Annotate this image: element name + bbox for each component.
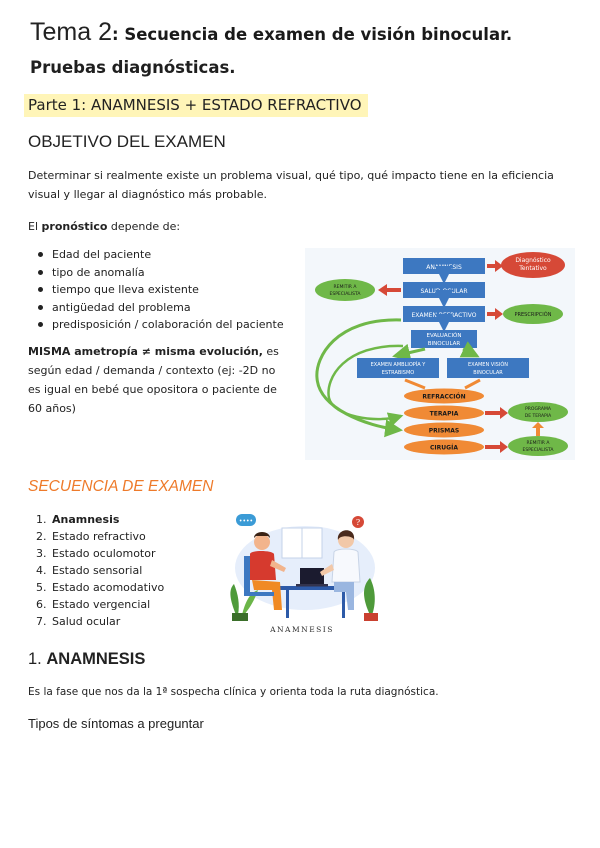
step-label: Estado refractivo <box>52 530 146 543</box>
list-item <box>36 562 164 579</box>
exam-steps-list <box>36 511 164 630</box>
bubble-dots: •••• <box>238 518 254 525</box>
step-label: Anamnesis <box>52 513 120 526</box>
node-vis-label1: EXAMEN VISIÓN <box>467 362 509 368</box>
step-number: 3. <box>36 547 47 560</box>
step-number: 4. <box>36 564 47 577</box>
node-prismas-label: PRISMAS <box>428 427 460 435</box>
anamnesis-heading <box>28 650 145 669</box>
step-label: Estado vergencial <box>52 598 151 611</box>
tipos-subheading: Tipos de síntomas a preguntar <box>28 716 204 731</box>
objetivo-heading: OBJETIVO DEL EXAMEN <box>28 132 226 151</box>
node-remitir1-label2: ESPECIALISTA <box>329 292 361 297</box>
node-ambl-label1: EXAMEN AMBLIOPÍA Y <box>370 362 426 368</box>
doctor-coat <box>332 549 360 582</box>
list-item: predisposición / colaboración del paciente <box>38 316 284 334</box>
node-programa-label1: PROGRAMA <box>525 407 551 412</box>
title-rest: : Secuencia de examen de visión binocular. <box>111 25 513 44</box>
node-refraccion-label: REFRACCIÓN <box>422 393 466 401</box>
list-item <box>36 613 164 630</box>
step-number: 2. <box>36 530 47 543</box>
node-diagnostico-label2: Tentativo <box>519 265 547 272</box>
pronostico-post: depende de: <box>107 220 181 233</box>
step-number: 6. <box>36 598 47 611</box>
step-label: Estado oculomotor <box>52 547 156 560</box>
list-item <box>36 528 164 545</box>
laptop-base <box>296 584 328 587</box>
list-item: Edad del paciente <box>38 246 284 264</box>
misma-rest: es según edad / demanda / contexto (ej: -2D no es igual en bebé que opositora o paciente de 60 años) <box>28 345 279 415</box>
desk-leg <box>286 590 289 618</box>
node-vis-label2: BINOCULAR <box>473 370 503 376</box>
list-item <box>36 596 164 613</box>
list-item <box>36 511 164 528</box>
objetivo-paragraph: Determinar si realmente existe un problema visual, qué tipo, qué impacto tiene en la eficiencia visual y llegar al diagnóstico más probable. <box>28 169 554 201</box>
step-label: Estado acomodativo <box>52 581 165 594</box>
list-item: tiempo que lleva existente <box>38 281 284 299</box>
document-subtitle: Pruebas diagnósticas. <box>30 58 236 77</box>
list-item: antigüedad del problema <box>38 299 284 317</box>
plant-pot <box>232 613 248 621</box>
secuencia-heading: SECUENCIA DE EXAMEN <box>28 478 214 495</box>
node-anamnesis-label: ANAMNESIS <box>426 264 462 271</box>
node-remitir-2 <box>508 436 568 456</box>
laptop-icon <box>300 568 324 585</box>
plant-icon <box>230 584 238 615</box>
list-item <box>36 579 164 596</box>
part-heading: Parte 1: ANAMNESIS + ESTADO REFRACTIVO <box>24 94 368 117</box>
pronostico-pre: El <box>28 220 42 233</box>
node-remitir2-label1: REMITIR A <box>526 441 550 446</box>
exam-flow-diagram <box>305 248 575 460</box>
node-programa-label2: DE TERAPIA <box>524 414 552 419</box>
list-item <box>36 545 164 562</box>
node-remitir2-label2: ESPECIALISTA <box>522 448 554 453</box>
node-prescripcion-label: PRESCRIPCIÓN <box>514 312 552 318</box>
step-label: Estado sensorial <box>52 564 143 577</box>
anamnesis-paragraph: Es la fase que nos da la 1ª sospecha clínica y orienta toda la ruta diagnóstica. <box>28 686 439 698</box>
pronostico-list <box>38 246 284 334</box>
pronostico-bold: pronóstico <box>41 220 108 233</box>
step-label: Salud ocular <box>52 615 121 628</box>
node-refractivo-label: EXAMEN REFRACTIVO <box>411 312 477 319</box>
node-ambl-label2: ESTRABISMO <box>381 370 415 376</box>
node-eval-label1: EVALUACIÓN <box>426 333 462 339</box>
node-salud-label: SALUD OCULAR <box>420 288 468 295</box>
node-eval-label2: BINOCULAR <box>427 341 461 347</box>
node-remitir1-label1: REMITIR A <box>333 285 357 290</box>
plant-pot <box>364 613 378 621</box>
anamnesis-illustration <box>220 510 385 635</box>
title-tema: Tema 2 <box>30 18 112 46</box>
step-number: 1. <box>36 513 47 526</box>
anamnesis-heading-bold: ANAMNESIS <box>46 650 146 668</box>
chair-seat <box>244 592 274 596</box>
node-remitir-1 <box>315 279 375 301</box>
document-title <box>30 18 512 47</box>
step-number: 7. <box>36 615 47 628</box>
chair-back <box>244 556 250 596</box>
misma-ametropia-paragraph <box>28 342 290 418</box>
node-terapia-label: TERAPIA <box>429 410 459 418</box>
misma-bold: MISMA ametropía ≠ misma evolución, <box>28 345 263 358</box>
desk-leg <box>342 590 345 618</box>
illustration-caption: ANAMNESIS <box>270 625 334 634</box>
node-cirugia-label: CIRUGÍA <box>430 444 458 452</box>
node-diagnostico-label1: Diagnóstico <box>515 257 551 264</box>
anamnesis-heading-num: 1. <box>28 650 47 668</box>
pronostico-line <box>28 217 180 236</box>
patient-head <box>254 534 270 550</box>
step-number: 5. <box>36 581 47 594</box>
bubble-question: ? <box>355 518 361 527</box>
list-item: tipo de anomalía <box>38 264 284 282</box>
node-programa-terapia <box>508 402 568 422</box>
